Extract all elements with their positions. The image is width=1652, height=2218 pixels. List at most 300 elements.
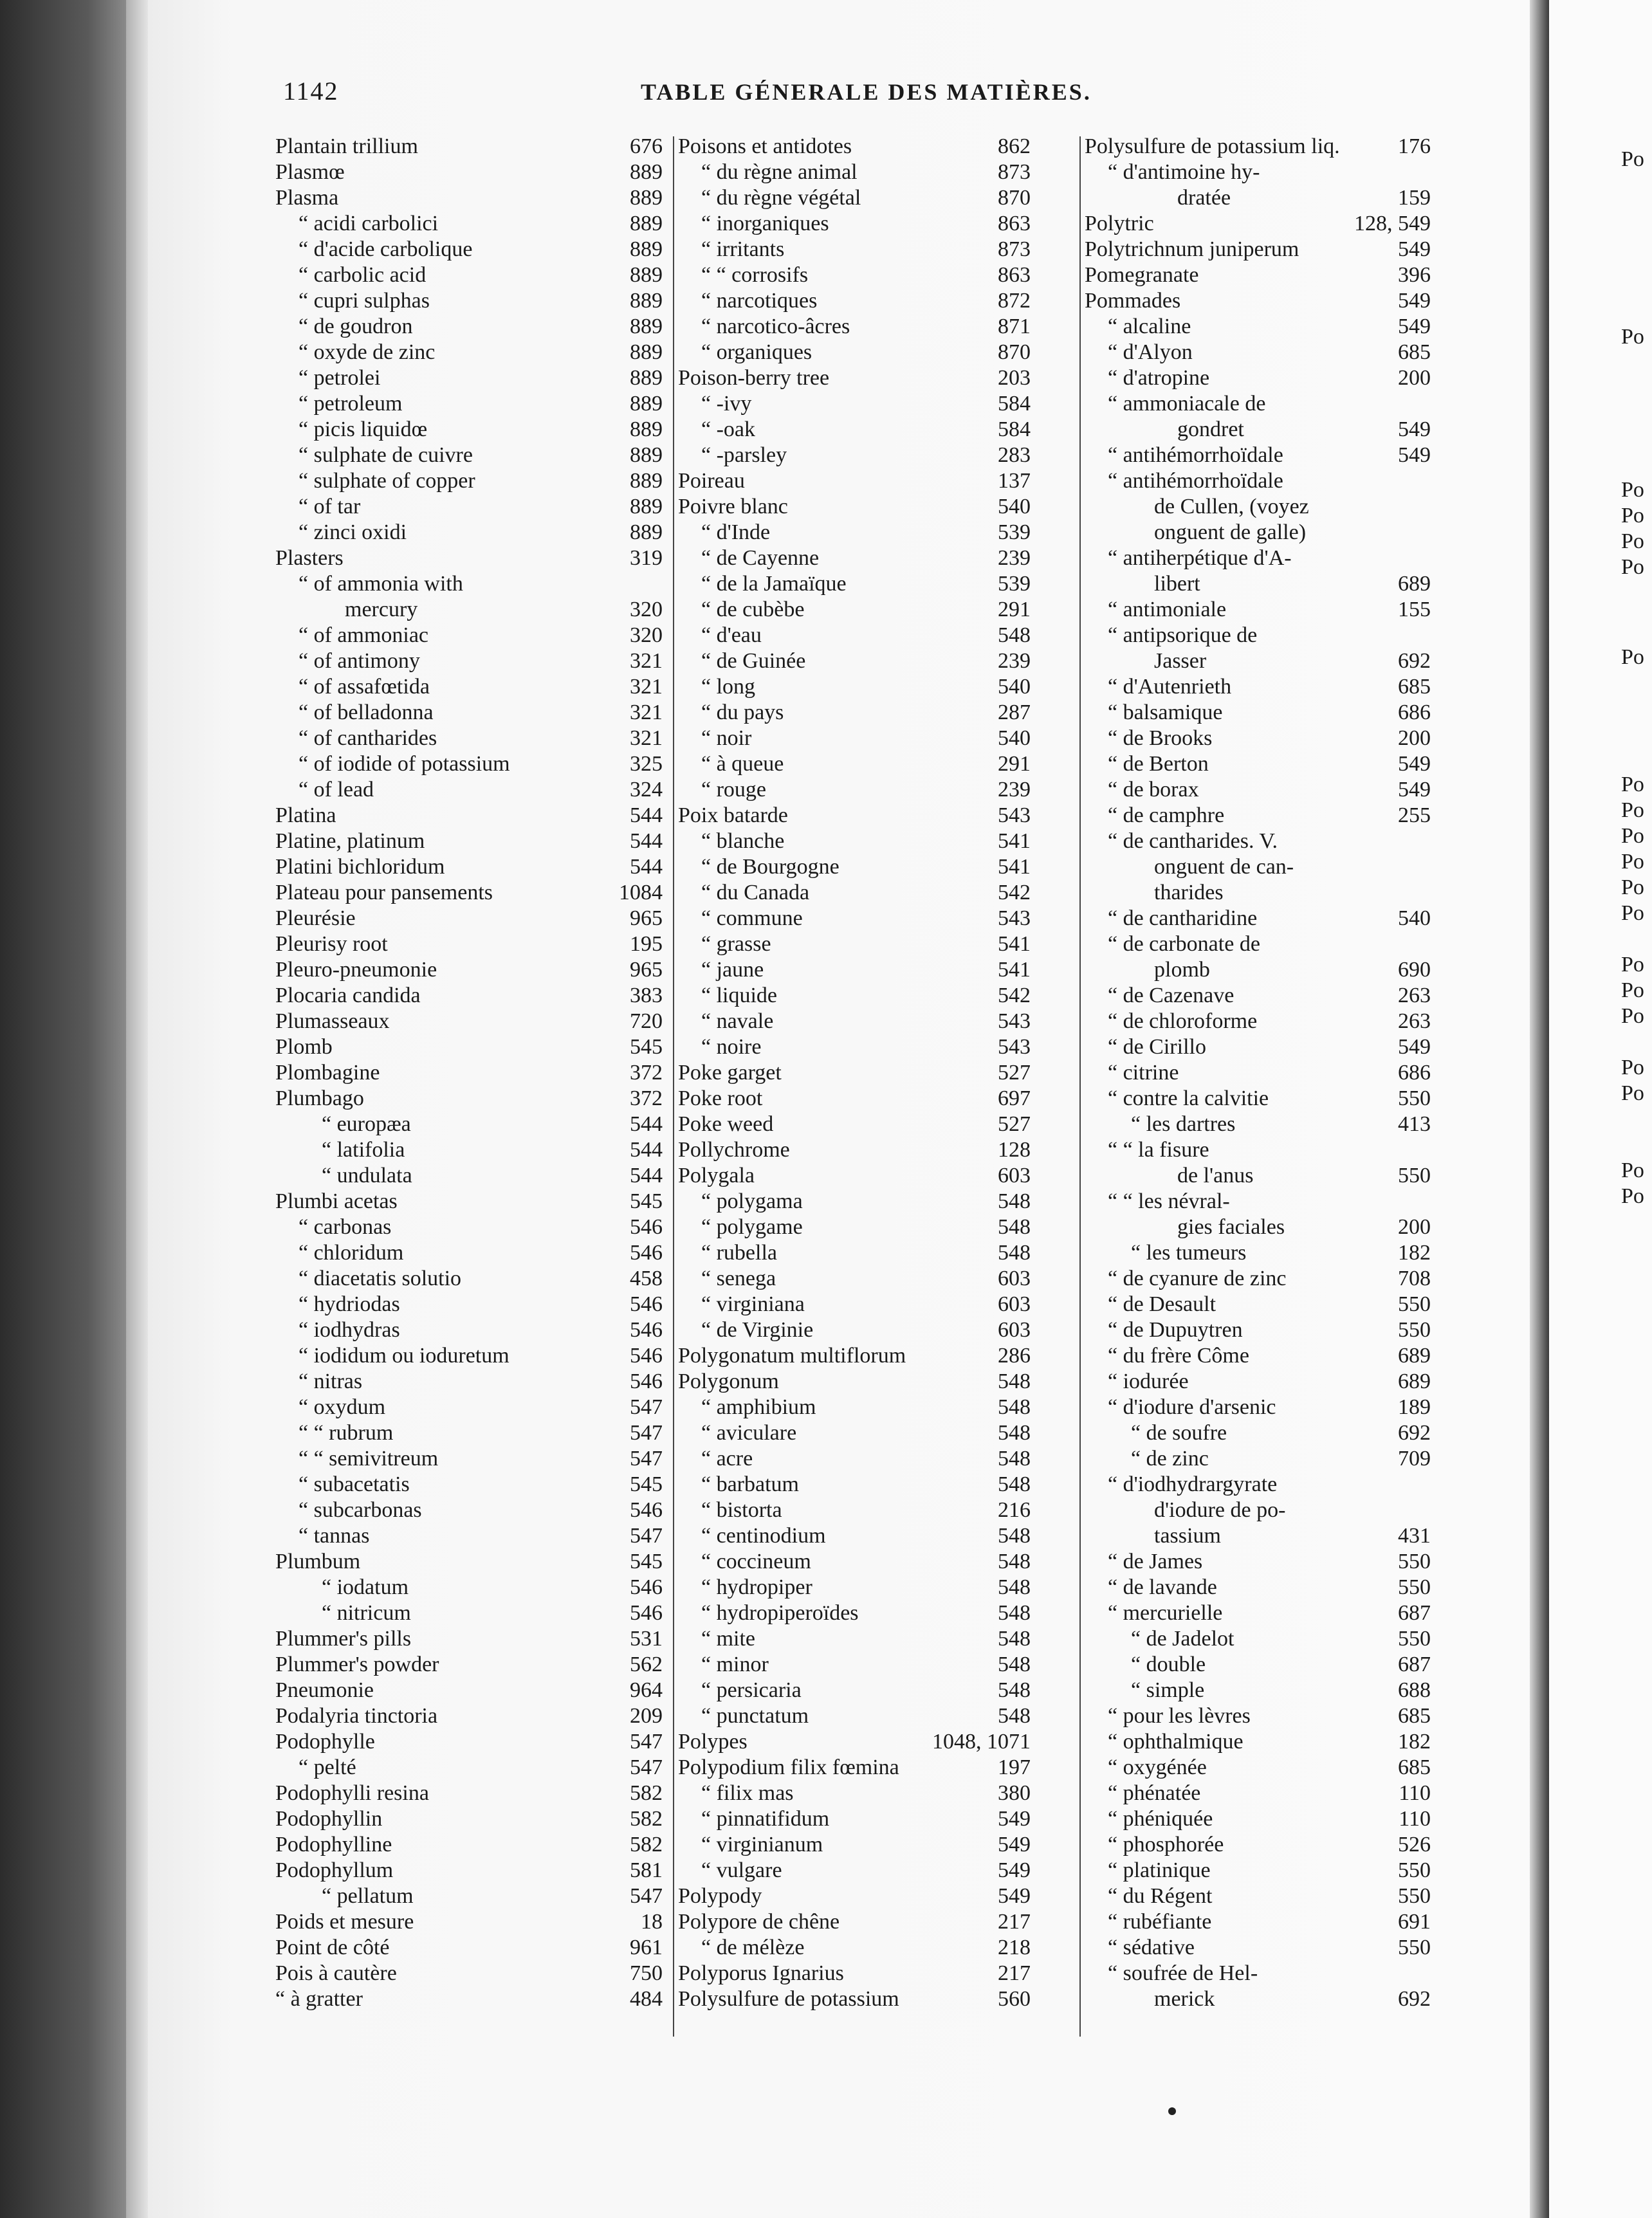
entry-term: “ de Guinée [701, 649, 806, 673]
index-entry [1085, 1240, 1431, 1266]
index-entry [275, 1112, 663, 1137]
entry-term: “ zinci oxidi [298, 520, 407, 544]
index-entry [678, 648, 1031, 674]
index-entry [1085, 1112, 1431, 1137]
entry-term: “ subcarbonas [298, 1498, 422, 1522]
index-entry [275, 1240, 663, 1266]
entry-page-number: 687 [1398, 1601, 1431, 1625]
entry-term: “ virginiana [701, 1292, 805, 1316]
entry-term: Polygonatum multiflorum [678, 1344, 906, 1368]
index-entry [678, 957, 1031, 983]
entry-page-number: 110 [1399, 1781, 1431, 1805]
index-entry [275, 1034, 663, 1060]
entry-term: “ citrine [1108, 1061, 1179, 1085]
entry-term: Plateau pour pansements [275, 881, 493, 904]
entry-page-number: 182 [1398, 1241, 1431, 1265]
entry-term: onguent de can- [1154, 855, 1294, 879]
entry-term: “ of cantharides [298, 726, 437, 750]
facing-page-fragment: Po [1621, 645, 1644, 669]
entry-term: Podophylli resina [275, 1781, 429, 1805]
index-entry [678, 314, 1031, 340]
entry-page-number: 218 [998, 1936, 1031, 1959]
index-entry [1085, 391, 1431, 417]
entry-page-number: 549 [998, 1833, 1031, 1856]
facing-page-fragment: Po [1621, 504, 1644, 527]
entry-page-number: 159 [1398, 186, 1431, 210]
index-entry [275, 443, 663, 468]
index-entry [1085, 1883, 1431, 1909]
entry-page-number: 870 [998, 340, 1031, 364]
entry-term: Pleurésie [275, 906, 356, 930]
index-entry [275, 803, 663, 829]
column-rule [1079, 136, 1081, 2037]
entry-page-number: 889 [630, 469, 663, 493]
entry-page-number: 691 [1398, 1910, 1431, 1934]
facing-page-fragment: Po [1621, 978, 1644, 1002]
entry-term: d'iodure de po- [1154, 1498, 1286, 1522]
entry-page-number: 548 [998, 1447, 1031, 1471]
entry-page-number: 581 [630, 1858, 663, 1882]
index-entry [678, 1703, 1031, 1729]
entry-page-number: 548 [998, 1678, 1031, 1702]
entry-term: “ de cubèbe [701, 598, 805, 621]
entry-term: dratée [1177, 186, 1231, 210]
entry-page-number: 964 [630, 1678, 663, 1702]
entry-term: “ oxygénée [1108, 1755, 1207, 1779]
facing-page-fragment: Po [1621, 1004, 1644, 1028]
index-entry [1085, 1395, 1431, 1420]
entry-page-number: 543 [998, 803, 1031, 827]
entry-term: “ de cantharidine [1108, 906, 1258, 930]
entry-term: “ de Cirillo [1108, 1035, 1206, 1059]
entry-page-number: 889 [630, 315, 663, 338]
entry-term: Plocaria candida [275, 984, 421, 1007]
entry-page-number: 550 [1398, 1164, 1431, 1187]
entry-page-number: 548 [998, 1601, 1031, 1625]
entry-page-number: 548 [998, 1524, 1031, 1548]
entry-page-number: 527 [998, 1061, 1031, 1085]
index-entry [1085, 1755, 1431, 1781]
entry-term: “ de Virginie [701, 1318, 814, 1342]
index-entry [1085, 1420, 1431, 1446]
index-entry [678, 494, 1031, 520]
index-entry [275, 1626, 663, 1652]
entry-term: “ sulphate de cuivre [298, 443, 473, 467]
column-rule [673, 136, 674, 2037]
entry-term: Pleurisy root [275, 932, 388, 956]
entry-page-number: 321 [630, 675, 663, 699]
index-entry [275, 185, 663, 211]
index-entry [275, 777, 663, 803]
entry-term: “ du pays [701, 701, 784, 724]
entry-term: “ d'antimoine hy- [1108, 160, 1260, 184]
entry-term: Platina [275, 803, 336, 827]
index-entry [678, 1678, 1031, 1703]
entry-page-number: 545 [630, 1035, 663, 1059]
entry-page-number: 197 [998, 1755, 1031, 1779]
entry-page-number: 320 [630, 623, 663, 647]
index-entry [1085, 1343, 1431, 1369]
index-entry [275, 1214, 663, 1240]
index-entry [678, 211, 1031, 237]
index-entry [1085, 571, 1431, 597]
entry-term: “ de lavande [1108, 1575, 1217, 1599]
index-entry [1085, 160, 1431, 185]
entry-page-number: 548 [998, 1215, 1031, 1239]
entry-page-number: 549 [1398, 752, 1431, 776]
index-entry [678, 674, 1031, 700]
entry-page-number: 527 [998, 1112, 1031, 1136]
entry-page-number: 560 [998, 1987, 1031, 2011]
entry-page-number: 889 [630, 495, 663, 518]
page-edge-shadow [126, 0, 148, 2218]
entry-page-number: 189 [1398, 1395, 1431, 1419]
entry-page-number: 539 [998, 572, 1031, 596]
index-entry [275, 494, 663, 520]
entry-term: Podophylline [275, 1833, 392, 1856]
index-entry [275, 1832, 663, 1858]
index-entry [275, 1292, 663, 1317]
index-entry [275, 468, 663, 494]
index-entry [1085, 1806, 1431, 1832]
index-entry [1085, 1729, 1431, 1755]
entry-term: Plasmœ [275, 160, 345, 184]
facing-page-fragment: Po [1621, 1056, 1644, 1079]
entry-page-number: 110 [1399, 1807, 1431, 1831]
index-entry [275, 1163, 663, 1189]
entry-term: “ d'iodhydrargyrate [1108, 1472, 1278, 1496]
entry-term: “ de Desault [1108, 1292, 1216, 1316]
index-entry [1085, 1034, 1431, 1060]
index-entry [1085, 751, 1431, 777]
entry-page-number: 321 [630, 649, 663, 673]
entry-term: Plombagine [275, 1061, 380, 1085]
entry-term: “ centinodium [701, 1524, 826, 1548]
index-entry [678, 1034, 1031, 1060]
entry-term: “ pelté [298, 1755, 356, 1779]
index-entry [275, 1498, 663, 1523]
index-entry [678, 1729, 1031, 1755]
index-entry [678, 1163, 1031, 1189]
index-entry [1085, 1986, 1431, 2012]
index-entry [1085, 1446, 1431, 1472]
index-entry [678, 1549, 1031, 1575]
entry-page-number: 889 [630, 186, 663, 210]
entry-term: Platine, platinum [275, 829, 425, 853]
entry-term: “ “ corrosifs [701, 263, 809, 287]
entry-page-number: 550 [1398, 1318, 1431, 1342]
index-entry [678, 1240, 1031, 1266]
entry-term: “ diacetatis solutio [298, 1267, 462, 1290]
index-entry [275, 340, 663, 365]
index-entry [275, 1961, 663, 1986]
entry-term: “ of tar [298, 495, 361, 518]
entry-page-number: 263 [1398, 984, 1431, 1007]
index-entry [275, 1549, 663, 1575]
entry-term: Polyporus Ignarius [678, 1961, 844, 1985]
index-entry [1085, 726, 1431, 751]
entry-term: Poke root [678, 1086, 763, 1110]
index-entry [1085, 1086, 1431, 1112]
entry-term: “ aviculare [701, 1421, 797, 1445]
entry-term: “ du Canada [701, 881, 810, 904]
index-entry [678, 391, 1031, 417]
entry-page-number: 582 [630, 1807, 663, 1831]
index-entry [678, 906, 1031, 931]
entry-page-number: 200 [1398, 1215, 1431, 1239]
entry-page-number: 546 [630, 1215, 663, 1239]
entry-page-number: 582 [630, 1781, 663, 1805]
index-entry [275, 545, 663, 571]
index-entry [678, 1189, 1031, 1214]
entry-page-number: 541 [998, 829, 1031, 853]
entry-term: Podophyllum [275, 1858, 394, 1882]
entry-page-number: 209 [630, 1704, 663, 1728]
entry-page-number: 546 [630, 1498, 663, 1522]
entry-term: “ -parsley [701, 443, 787, 467]
entry-term: Pollychrome [678, 1138, 790, 1162]
entry-page-number: 539 [998, 520, 1031, 544]
entry-term: “ -oak [701, 417, 756, 441]
index-entry [678, 1575, 1031, 1600]
entry-term: “ mercurielle [1108, 1601, 1223, 1625]
entry-term: “ narcotico-âcres [701, 315, 850, 338]
entry-page-number: 547 [630, 1755, 663, 1779]
index-entry [275, 1086, 663, 1112]
index-entry [275, 237, 663, 262]
index-entry [678, 1420, 1031, 1446]
entry-term: “ of antimony [298, 649, 420, 673]
entry-term: “ iodidum ou ioduretum [298, 1344, 509, 1368]
index-entry [1085, 1961, 1431, 1986]
index-entry [275, 1189, 663, 1214]
entry-term: “ commune [701, 906, 803, 930]
entry-term: “ de cyanure de zinc [1108, 1267, 1287, 1290]
index-entry [678, 1755, 1031, 1781]
entry-term: Podophyllin [275, 1807, 383, 1831]
entry-term: “ iodurée [1108, 1370, 1189, 1393]
index-entry [1085, 520, 1431, 545]
facing-page-fragment: Po [1621, 901, 1644, 925]
entry-term: “ les tumeurs [1131, 1241, 1247, 1265]
entry-term: “ amphibium [701, 1395, 816, 1419]
entry-term: Polypore de chêne [678, 1910, 840, 1934]
entry-page-number: 239 [998, 649, 1031, 673]
entry-page-number: 176 [1398, 134, 1431, 158]
entry-term: “ punctatum [701, 1704, 809, 1728]
index-entry [275, 623, 663, 648]
index-entry [678, 983, 1031, 1009]
index-entry [275, 1806, 663, 1832]
index-entry [1085, 1909, 1431, 1935]
index-entry [1085, 1832, 1431, 1858]
entry-term: “ de la Jamaïque [701, 572, 847, 596]
entry-term: “ hydropiperoïdes [701, 1601, 859, 1625]
entry-term: “ phénatée [1108, 1781, 1201, 1805]
index-entry [1085, 1575, 1431, 1600]
index-entry [678, 1343, 1031, 1369]
entry-term: Poke garget [678, 1061, 782, 1085]
index-entry [678, 1781, 1031, 1806]
page-header [0, 76, 1652, 115]
entry-page-number: 458 [630, 1267, 663, 1290]
index-entry [678, 571, 1031, 597]
entry-term: “ d'atropine [1108, 366, 1210, 390]
entry-term: “ à queue [701, 752, 784, 776]
index-entry [1085, 1292, 1431, 1317]
entry-page-number: 549 [1398, 315, 1431, 338]
index-entry [275, 1060, 663, 1086]
index-entry [1085, 1600, 1431, 1626]
facing-page-fragment: Po [1621, 824, 1644, 848]
index-entry [275, 829, 663, 854]
entry-term: Poke weed [678, 1112, 774, 1136]
entry-term: Plumasseaux [275, 1009, 390, 1033]
entry-term: “ antihémorrhoïdale [1108, 443, 1283, 467]
index-entry [1085, 880, 1431, 906]
entry-term: de Cullen, (voyez [1154, 495, 1309, 518]
index-entry [1085, 443, 1431, 468]
entry-term: Plantain trillium [275, 134, 418, 158]
entry-page-number: 550 [1398, 1086, 1431, 1110]
entry-term: “ ammoniacale de [1108, 392, 1266, 416]
index-entry [678, 1883, 1031, 1909]
entry-term: “ iodatum [322, 1575, 409, 1599]
entry-term: “ of belladonna [298, 701, 434, 724]
entry-term: Podophylle [275, 1730, 375, 1754]
entry-page-number: 889 [630, 160, 663, 184]
entry-page-number: 544 [630, 1138, 663, 1162]
entry-page-number: 546 [630, 1292, 663, 1316]
entry-term: “ de soufre [1131, 1421, 1227, 1445]
index-entry [1085, 340, 1431, 365]
entry-page-number: 562 [630, 1653, 663, 1676]
index-entry [275, 726, 663, 751]
index-entry [275, 1446, 663, 1472]
index-entry [275, 1858, 663, 1883]
entry-term: de l'anus [1177, 1164, 1254, 1187]
entry-page-number: 550 [1398, 1292, 1431, 1316]
entry-page-number: 685 [1398, 340, 1431, 364]
entry-term: “ polygame [701, 1215, 803, 1239]
index-entry [275, 1575, 663, 1600]
index-entry [1085, 1678, 1431, 1703]
index-entry [275, 597, 663, 623]
entry-page-number: 543 [998, 1035, 1031, 1059]
index-entry [275, 983, 663, 1009]
entry-term: “ virginianum [701, 1833, 823, 1856]
entry-page-number: 873 [998, 160, 1031, 184]
entry-term: Polypodium filix fœmina [678, 1755, 899, 1779]
entry-page-number: 544 [630, 855, 663, 879]
index-entry [678, 700, 1031, 726]
index-entry [275, 1755, 663, 1781]
index-entry [1085, 1472, 1431, 1498]
facing-page-fragment: Po [1621, 1159, 1644, 1182]
entry-term: Point de côté [275, 1936, 390, 1959]
entry-page-number: 873 [998, 237, 1031, 261]
entry-term: Polytric [1085, 212, 1154, 235]
entry-page-number: 541 [998, 932, 1031, 956]
entry-page-number: 546 [630, 1370, 663, 1393]
book-spine [0, 0, 126, 2218]
entry-page-number: 321 [630, 701, 663, 724]
entry-term: “ de Cayenne [701, 546, 820, 570]
entry-term: Pomegranate [1085, 263, 1199, 287]
index-entry [678, 1266, 1031, 1292]
entry-term: “ senega [701, 1267, 776, 1290]
index-entry [275, 1935, 663, 1961]
index-entry [678, 880, 1031, 906]
entry-page-number: 549 [998, 1807, 1031, 1831]
entry-page-number: 546 [630, 1318, 663, 1342]
entry-page-number: 239 [998, 778, 1031, 802]
facing-page-fragment: Po [1621, 555, 1644, 579]
entry-page-number: 128, 549 [1354, 212, 1431, 235]
entry-page-number: 549 [998, 1884, 1031, 1908]
entry-term: “ of ammonia with [298, 572, 463, 596]
entry-term: “ sédative [1108, 1936, 1195, 1959]
entry-page-number: 325 [630, 752, 663, 776]
index-entry [275, 1781, 663, 1806]
index-entry [275, 1472, 663, 1498]
entry-term: “ carbolic acid [298, 263, 427, 287]
index-entry [1085, 1703, 1431, 1729]
entry-term: “ du frère Côme [1108, 1344, 1249, 1368]
index-entry [1085, 931, 1431, 957]
facing-page-fragment: Po [1621, 147, 1644, 171]
entry-term: “ du Régent [1108, 1884, 1213, 1908]
index-entry [275, 1729, 663, 1755]
entry-term: Polysulfure de potassium [678, 1987, 899, 2011]
index-entry [678, 1986, 1031, 2012]
entry-term: “ double [1131, 1653, 1206, 1676]
index-entry [1085, 468, 1431, 494]
entry-term: “ long [701, 675, 756, 699]
entry-term: “ “ les névral- [1108, 1189, 1230, 1213]
index-entry [275, 417, 663, 443]
entry-term: “ d'eau [701, 623, 762, 647]
entry-page-number: 544 [630, 803, 663, 827]
entry-term: gondret [1177, 417, 1244, 441]
entry-term: “ rubéfiante [1108, 1910, 1212, 1934]
entry-page-number: 961 [630, 1936, 663, 1959]
entry-page-number: 709 [1398, 1447, 1431, 1471]
index-entry [1085, 1317, 1431, 1343]
entry-page-number: 546 [630, 1575, 663, 1599]
entry-term: “ carbonas [298, 1215, 392, 1239]
entry-page-number: 863 [998, 212, 1031, 235]
entry-page-number: 546 [630, 1344, 663, 1368]
index-entry [678, 545, 1031, 571]
entry-term: “ de mélèze [701, 1936, 805, 1959]
entry-page-number: 549 [1398, 443, 1431, 467]
entry-page-number: 1084 [619, 881, 663, 904]
entry-page-number: 692 [1398, 1421, 1431, 1445]
index-entry [275, 1986, 663, 2012]
entry-page-number: 889 [630, 340, 663, 364]
entry-page-number: 550 [1398, 1550, 1431, 1573]
index-entry [1085, 545, 1431, 571]
index-entry [678, 1317, 1031, 1343]
entry-term: “ polygama [701, 1189, 803, 1213]
entry-page-number: 965 [630, 906, 663, 930]
entry-term: “ europæa [322, 1112, 411, 1136]
entry-term: “ de James [1108, 1550, 1203, 1573]
index-entry [678, 854, 1031, 880]
index-entry [678, 365, 1031, 391]
entry-term: “ minor [701, 1653, 769, 1676]
